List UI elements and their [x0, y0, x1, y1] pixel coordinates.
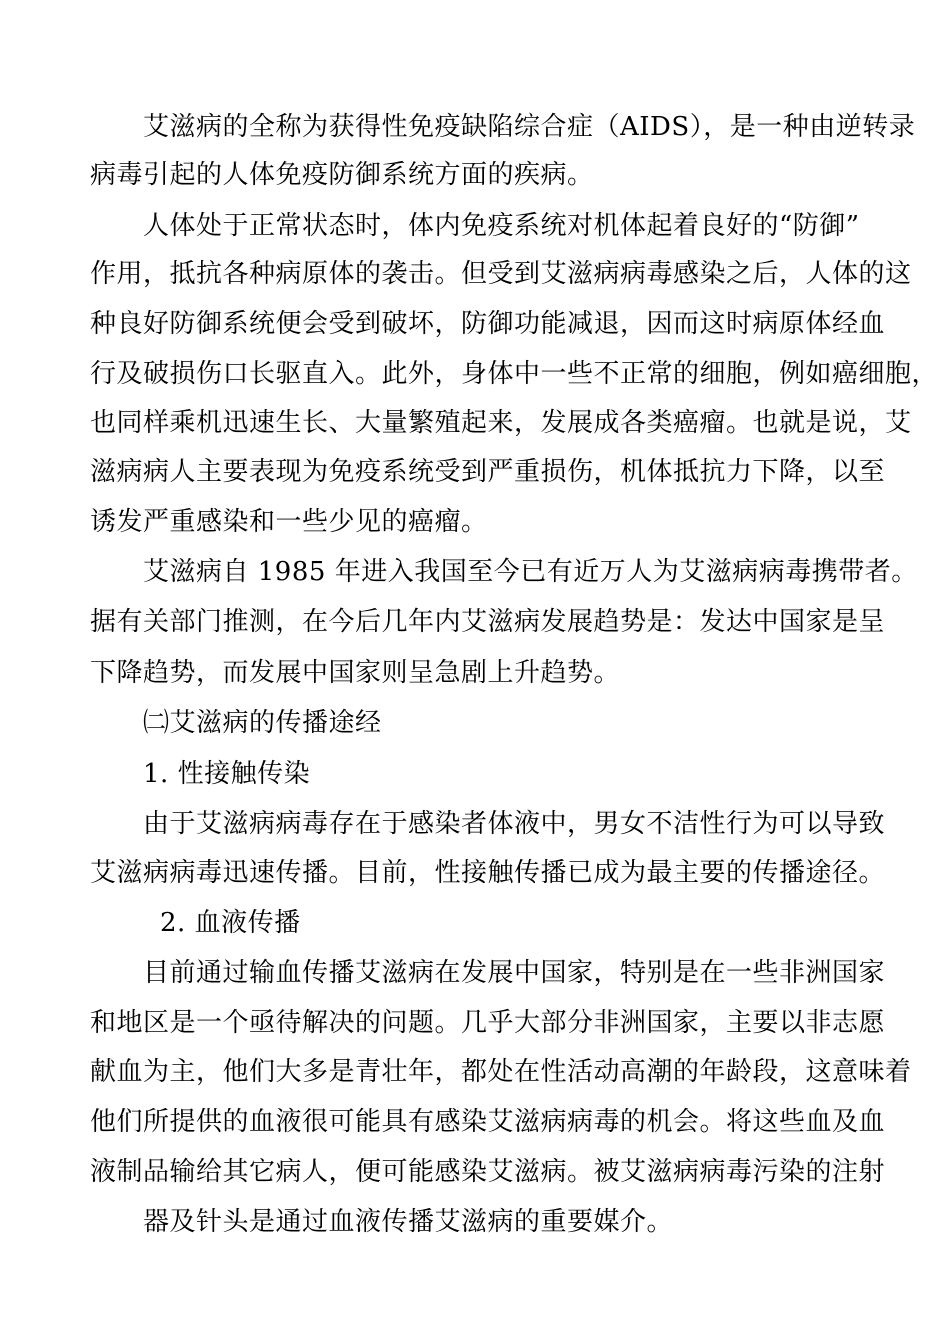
paragraph-2-line-4: 行及破损伤口长驱直入。此外，身体中一些不正常的细胞，例如癌细胞，	[90, 359, 939, 389]
paragraph-4-line-1: 由于艾滋病病毒存在于感染者体液中，男女不洁性行为可以导致	[143, 809, 886, 839]
paragraph-5-line-1: 目前通过输血传播艾滋病在发展中国家，特别是在一些非洲国家	[143, 958, 886, 988]
subsection-heading-1: 1. 性接触传染	[143, 759, 311, 789]
section-heading: ㈡艾滋病的传播途经	[143, 708, 382, 738]
paragraph-5-line-5: 液制品输给其它病人，便可能感染艾滋病。被艾滋病病毒污染的注射	[90, 1157, 886, 1187]
paragraph-4-line-2: 艾滋病病毒迅速传播。目前，性接触传播已成为最主要的传播途径。	[90, 858, 886, 888]
paragraph-2-line-6: 滋病病人主要表现为免疫系统受到严重损伤，机体抵抗力下降，以至	[90, 457, 886, 487]
paragraph-5-line-3: 献血为主，他们大多是青壮年，都处在性活动高潮的年龄段，这意味着	[90, 1057, 912, 1087]
paragraph-2-line-3: 种良好防御系统便会受到破坏，防御功能减退，因而这时病原体经血	[90, 309, 886, 339]
paragraph-5-line-2: 和地区是一个亟待解决的问题。几乎大部分非洲国家，主要以非志愿	[90, 1008, 886, 1038]
subsection-heading-2: 2. 血液传播	[160, 908, 301, 938]
paragraph-1-line-2: 病毒引起的人体免疫防御系统方面的疾病。	[90, 160, 594, 190]
paragraph-3-line-2: 据有关部门推测，在今后几年内艾滋病发展趋势是：发达中国家是呈	[90, 607, 886, 637]
paragraph-2-line-5: 也同样乘机迅速生长、大量繁殖起来，发展成各类癌瘤。也就是说，艾	[90, 408, 912, 438]
paragraph-3-line-1: 艾滋病自 1985 年进入我国至今已有近万人为艾滋病病毒携带者。	[143, 557, 918, 587]
paragraph-2-line-2: 作用，抵抗各种病原体的袭击。但受到艾滋病病毒感染之后，人体的这	[90, 259, 912, 289]
paragraph-5-line-4: 他们所提供的血液很可能具有感染艾滋病病毒的机会。将这些血及血	[90, 1107, 886, 1137]
paragraph-5-line-6: 器及针头是通过血液传播艾滋病的重要媒介。	[143, 1207, 674, 1237]
paragraph-2-line-7: 诱发严重感染和一些少见的癌瘤。	[90, 507, 488, 537]
paragraph-1-line-1: 艾滋病的全称为获得性免疫缺陷综合症（AIDS），是一种由逆转录	[143, 112, 916, 142]
paragraph-2-line-1: 人体处于正常状态时，体内免疫系统对机体起着良好的“防御”	[143, 211, 860, 241]
paragraph-3-line-3: 下降趋势，而发展中国家则呈急剧上升趋势。	[90, 658, 621, 688]
